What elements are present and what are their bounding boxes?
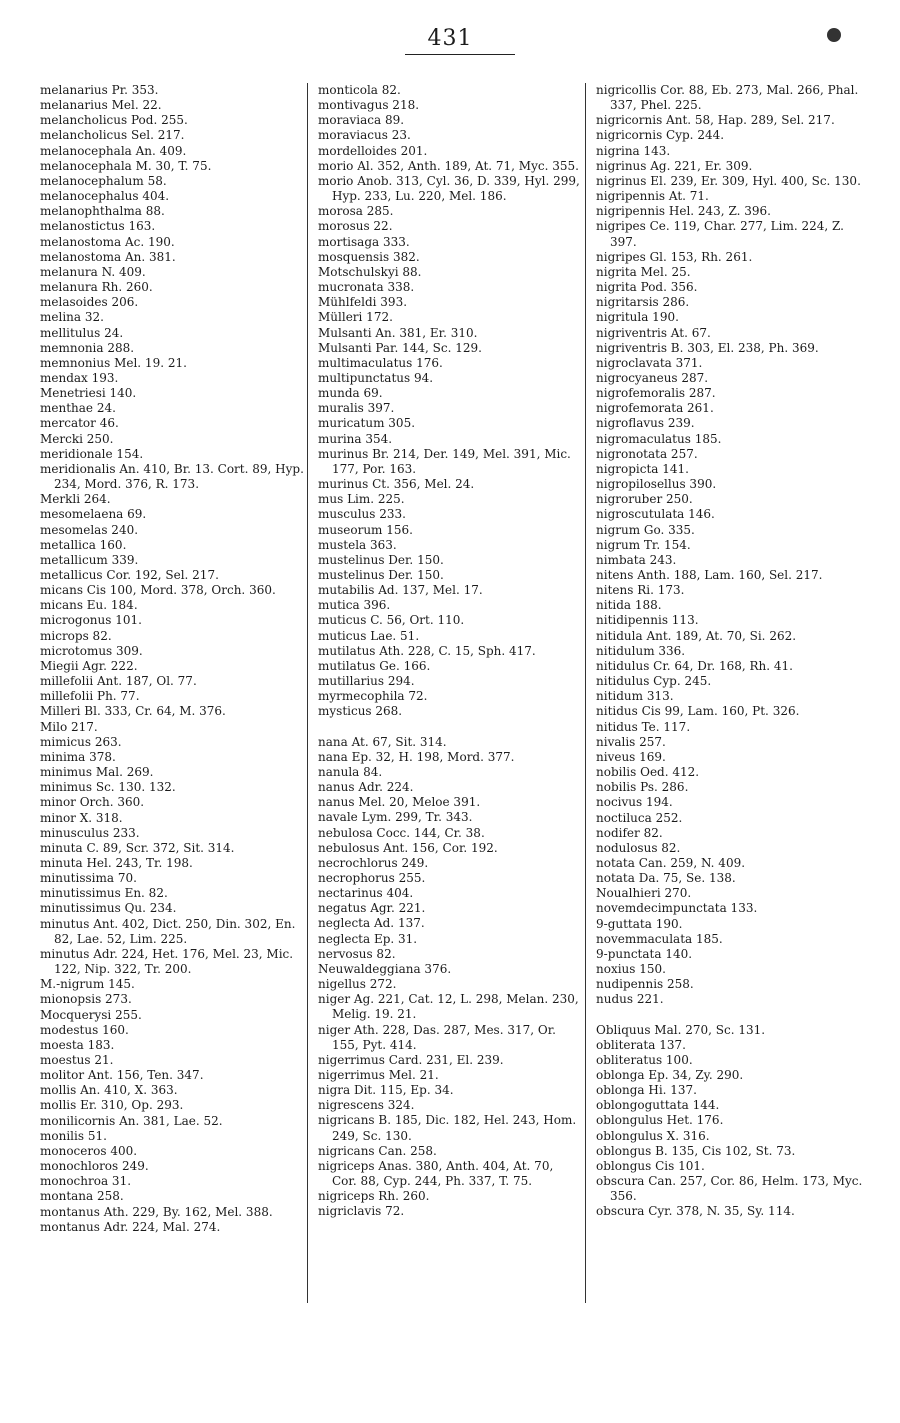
index-entry: morosa 285. [318, 204, 394, 219]
index-entry: multimaculatus 176. [318, 355, 443, 370]
index-entry: nigricans B. 185, Dic. 182, Hel. 243, Hom. 249, Sc. 130. [318, 1113, 577, 1143]
index-entry: nigritula 190. [596, 310, 679, 325]
index-entry: minimus Mal. 269. [40, 765, 154, 780]
index-entry: musculus 233. [318, 507, 406, 522]
index-entry: nana Ep. 32, H. 198, Mord. 377. [318, 749, 515, 764]
index-entry: microtomus 309. [40, 643, 143, 658]
index-entry: nigroruber 250. [596, 492, 693, 507]
index-entry: nigroflavus 239. [596, 416, 695, 431]
index-entry: novemdecimpunctata 133. [596, 901, 758, 916]
index-entry: mutabilis Ad. 137, Mel. 17. [318, 583, 483, 598]
index-entry: nitidulus Cr. 64, Dr. 168, Rh. 41. [596, 658, 793, 673]
index-entry: nigritarsis 286. [596, 295, 690, 310]
index-entry: monilicornis An. 381, Lae. 52. [40, 1113, 223, 1128]
index-entry: nigrum Tr. 154. [596, 537, 691, 552]
index-entry: montanus Ath. 229, By. 162, Mel. 388. [40, 1204, 273, 1219]
index-entry: M.-nigrum 145. [40, 977, 135, 992]
index-entry: micans Cis 100, Mord. 378, Orch. 360. [40, 583, 276, 598]
index-entry: nigricans Can. 258. [318, 1143, 437, 1158]
index-entry: nigriceps Anas. 380, Anth. 404, At. 70, Cor. 88, Cyp. 244, Ph. 337, T. 75. [318, 1158, 554, 1189]
index-entry: mionopsis 273. [40, 992, 132, 1007]
index-entry: neglecta Ep. 31. [318, 931, 418, 946]
index-entry: minuta C. 89, Scr. 372, Sit. 314. [40, 840, 235, 855]
index-entry: melanostoma An. 381. [40, 249, 176, 264]
index-entry: Mulsanti An. 381, Er. 310. [318, 325, 478, 340]
index-entry: mesomelas 240. [40, 522, 139, 537]
index-entry: Obliquus Mal. 270, Sc. 131. [596, 1022, 766, 1037]
index-entry: nigroclavata 371. [596, 355, 703, 370]
index-entry: melanarius Mel. 22. [40, 98, 162, 113]
index-entry: Motschulskyi 88. [318, 264, 422, 279]
index-entry: minusculus 233. [40, 825, 140, 840]
index-entry: mesomelaena 69. [40, 507, 147, 522]
index-entry: memnonia 288. [40, 340, 135, 355]
index-entry: nudipennis 258. [596, 977, 694, 992]
index-entry: nigrinus El. 239, Er. 309, Hyl. 400, Sc. 130. [596, 173, 861, 188]
index-entry: nigricornis Ant. 58, Hap. 289, Sel. 217. [596, 113, 835, 128]
index-entry: melanocephala M. 30, T. 75. [40, 158, 212, 173]
ink-blot [827, 28, 841, 42]
index-entry: nigronotata 257. [596, 446, 698, 461]
index-entry: meridionale 154. [40, 446, 144, 461]
index-entry: minutus Ant. 402, Dict. 250, Din. 302, En. 82, Lae. 52, Lim. 225. [40, 916, 296, 946]
index-entry: morio Al. 352, Anth. 189, At. 71, Myc. 355. [318, 158, 579, 173]
index-entry: nitidulus Cyp. 245. [596, 674, 712, 689]
index-entry: nigricollis Cor. 88, Eb. 273, Mal. 266, Phal. 337, Phel. 225. [596, 83, 859, 113]
index-entry: nigripennis At. 71. [596, 189, 709, 204]
index-entry: minutissima 70. [40, 871, 137, 886]
index-entry: minutissimus Qu. 234. [40, 901, 177, 916]
index-entry: nitidum 313. [596, 689, 674, 704]
index-entry: mortisaga 333. [318, 234, 410, 249]
index-entry: mutilatus Ath. 228, C. 15, Sph. 417. [318, 643, 536, 658]
index-entry: muricatum 305. [318, 416, 416, 431]
index-entry: minor Orch. 360. [40, 795, 145, 810]
index-entry: mimicus 263. [40, 734, 122, 749]
index-entry: microgonus 101. [40, 613, 142, 628]
index-entry: notata Can. 259, N. 409. [596, 855, 746, 870]
index-entry: melanocephalus 404. [40, 189, 170, 204]
index-entry: melasoides 206. [40, 295, 139, 310]
index-entry: munda 69. [318, 386, 383, 401]
index-entry: nitida 188. [596, 598, 662, 613]
index-entry: multipunctatus 94. [318, 370, 434, 385]
index-entry: nigrescens 324. [318, 1098, 415, 1113]
index-entry: micans Eu. 184. [40, 598, 138, 613]
index-entry: noctiluca 252. [596, 810, 683, 825]
index-entry: mutica 396. [318, 598, 391, 613]
index-entry: nigripes Ce. 119, Char. 277, Lim. 224, Z. 397. [596, 219, 844, 249]
index-entry: mellitulus 24. [40, 325, 124, 340]
index-entry: moestus 21. [40, 1053, 114, 1067]
index-column-3 [596, 83, 864, 1220]
index-entry: mutilatus Ge. 166. [318, 658, 431, 673]
index-entry: muticus Lae. 51. [318, 628, 420, 643]
index-entry: mollis Er. 310, Op. 293. [40, 1098, 184, 1113]
index-entry: nobilis Oed. 412. [596, 765, 700, 780]
index-entry: Miegii Agr. 222. [40, 658, 138, 673]
index-entry: Merkli 264. [40, 492, 111, 507]
index-entry: nudus 221. [596, 992, 664, 1007]
index-entry: melancholicus Pod. 255. [40, 113, 188, 128]
index-entry: muticus C. 56, Ort. 110. [318, 613, 465, 628]
index-entry: metallica 160. [40, 537, 127, 552]
index-entry: melanostictus 163. [40, 219, 156, 234]
index-entry: oblonga Hi. 137. [596, 1083, 697, 1098]
index-entry: oblonga Ep. 34, Zy. 290. [596, 1068, 744, 1082]
index-entry: museorum 156. [318, 522, 413, 537]
index-entry: necrochlorus 249. [318, 855, 429, 870]
index-entry: nigripes Gl. 153, Rh. 261. [596, 249, 753, 264]
index-entry: nigrinus Ag. 221, Er. 309. [596, 158, 753, 173]
index-entry: nanus Mel. 20, Meloe 391. [318, 795, 481, 810]
index-entry: mysticus 268. [318, 704, 403, 719]
index-entry: obliterata 137. [596, 1037, 686, 1052]
index-entry: melanura Rh. 260. [40, 280, 153, 295]
index-entry: nobilis Ps. 286. [596, 780, 689, 795]
index-entry: mordelloides 201. [318, 143, 428, 158]
index-entry: Mulsanti Par. 144, Sc. 129. [318, 340, 482, 355]
index-entry: muralis 397. [318, 401, 395, 416]
index-entry: nigripennis Hel. 243, Z. 396. [596, 204, 771, 219]
index-entry: nigromaculatus 185. [596, 431, 722, 446]
index-entry: nigropilosellus 390. [596, 477, 717, 492]
index-entry: morio Anob. 313, Cyl. 36, D. 339, Hyl. 299, Hyp. 233, Lu. 220, Mel. 186. [318, 173, 580, 204]
index-entry: murinus Ct. 356, Mel. 24. [318, 477, 475, 492]
index-entry: negatus Agr. 221. [318, 901, 426, 916]
index-entry: nigerrimus Card. 231, El. 239. [318, 1052, 504, 1067]
index-entry: nodifer 82. [596, 825, 663, 840]
index-column-2 [318, 83, 580, 1220]
index-entry: nitidulum 336. [596, 643, 686, 658]
index-entry: nigellus 272. [318, 977, 397, 992]
index-entry: Milleri Bl. 333, Cr. 64, M. 376. [40, 704, 226, 719]
index-entry: melanostoma Ac. 190. [40, 234, 175, 249]
index-entry: nectarinus 404. [318, 886, 414, 901]
index-entry: millefolii Ant. 187, Ol. 77. [40, 674, 197, 689]
index-entry: novemmaculata 185. [596, 931, 723, 946]
index-entry: niveus 169. [596, 749, 666, 764]
index-entry: monochroa 31. [40, 1174, 132, 1189]
index-entry: nanula 84. [318, 764, 383, 779]
index-entry: mercator 46. [40, 416, 119, 431]
index-entry: minimus Sc. 130. 132. [40, 780, 176, 795]
index-entry: montana 258. [40, 1189, 124, 1204]
index-entry: nigrocyaneus 287. [596, 370, 709, 385]
index-entry: nigrina 143. [596, 143, 671, 158]
index-entry: Neuwaldeggiana 376. [318, 961, 452, 976]
index-entry: nigriceps Rh. 260. [318, 1189, 430, 1204]
index-entry: nervosus 82. [318, 946, 396, 961]
index-entry: melanophthalma 88. [40, 204, 165, 219]
index-entry: moesta 183. [40, 1037, 115, 1052]
index-entry: murina 354. [318, 431, 393, 446]
index-entry: nigriventris B. 303, El. 238, Ph. 369. [596, 340, 819, 355]
index-entry: notata Da. 75, Se. 138. [596, 871, 736, 886]
index-entry: mendax 193. [40, 370, 119, 385]
index-entry: 9-punctata 140. [596, 946, 693, 961]
index-entry: nitens Anth. 188, Lam. 160, Sel. 217. [596, 568, 823, 582]
index-entry: noxius 150. [596, 962, 666, 977]
index-entry: navale Lym. 299, Tr. 343. [318, 810, 473, 825]
index-entry: Mülleri 172. [318, 310, 393, 325]
index-entry: Milo 217. [40, 719, 98, 734]
index-entry: moraviaca 89. [318, 113, 405, 128]
index-entry: nitidus Cis 99, Lam. 160, Pt. 326. [596, 704, 800, 719]
index-entry: nigrum Go. 335. [596, 522, 695, 537]
index-entry: oblongus B. 135, Cis 102, St. 73. [596, 1143, 796, 1158]
index-entry: nigrita Mel. 25. [596, 264, 691, 279]
index-entry: millefolii Ph. 77. [40, 689, 140, 704]
index-entry: nitidula Ant. 189, At. 70, Si. 262. [596, 628, 797, 643]
index-entry: Mocquerysi 255. [40, 1007, 142, 1022]
index-entry: monochloros 249. [40, 1159, 149, 1174]
index-entry: nigrofemoralis 287. [596, 386, 716, 401]
index-entry: nigrofemorata 261. [596, 401, 714, 416]
index-entry: nigricornis Cyp. 244. [596, 128, 725, 143]
index-entry: nivalis 257. [596, 734, 666, 749]
index-entry: nigerrimus Mel. 21. [318, 1068, 439, 1082]
index-entry: minuta Hel. 243, Tr. 198. [40, 855, 193, 870]
index-entry: minutus Adr. 224, Het. 176, Mel. 23, Mic. 122, Nip. 322, Tr. 200. [40, 946, 294, 977]
index-entry: metallicus Cor. 192, Sel. 217. [40, 568, 219, 582]
index-entry: melancholicus Sel. 217. [40, 128, 185, 143]
index-entry: monticola 82. [318, 83, 401, 97]
index-entry: oblongus Cis 101. [596, 1158, 705, 1173]
index-entry: mustelinus Der. 150. [318, 552, 444, 567]
index-entry: metallicum 339. [40, 552, 139, 567]
index-entry: Mühlfeldi 393. [318, 295, 408, 310]
column-rule-left [307, 83, 308, 1303]
index-entry: obliteratus 100. [596, 1052, 693, 1067]
index-entry: minor X. 318. [40, 810, 123, 825]
index-entry: nebulosus Ant. 156, Cor. 192. [318, 840, 498, 855]
index-entry: nigra Dit. 115, Ep. 34. [318, 1083, 454, 1098]
index-entry: mustelinus Der. 150. [318, 568, 444, 582]
index-entry: mustela 363. [318, 537, 397, 552]
index-entry: nigropicta 141. [596, 461, 689, 476]
index-entry: niger Ag. 221, Cat. 12, L. 298, Melan. 230, Melig. 19. 21. [318, 992, 579, 1022]
index-entry: molitor Ant. 156, Ten. 347. [40, 1068, 204, 1083]
index-entry: nocivus 194. [596, 795, 673, 810]
index-entry: obscura Can. 257, Cor. 86, Helm. 173, Myc. 356. [596, 1174, 863, 1204]
index-entry: melina 32. [40, 310, 104, 325]
index-entry: oblongulus X. 316. [596, 1128, 710, 1143]
index-entry: Mercki 250. [40, 431, 114, 446]
index-entry: nanus Adr. 224. [318, 780, 414, 795]
index-entry: memnonius Mel. 19. 21. [40, 355, 187, 370]
page-number-rule [405, 54, 515, 55]
index-entry: nigroscutulata 146. [596, 507, 715, 522]
index-entry: Menetriesi 140. [40, 386, 137, 401]
index-entry: oblongoguttata 144. [596, 1098, 720, 1113]
index-entry: monoceros 400. [40, 1143, 138, 1158]
index-entry: nimbata 243. [596, 552, 677, 567]
index-entry: montivagus 218. [318, 98, 420, 113]
index-entry: modestus 160. [40, 1022, 129, 1037]
index-entry: melanarius Pr. 353. [40, 83, 159, 97]
index-entry: obscura Cyr. 378, N. 35, Sy. 114. [596, 1204, 795, 1219]
index-entry: montanus Adr. 224, Mal. 274. [40, 1219, 221, 1234]
index-entry: mucronata 338. [318, 280, 415, 295]
index-entry: nebulosa Cocc. 144, Cr. 38. [318, 825, 485, 840]
index-entry: nigriventris At. 67. [596, 325, 711, 340]
index-entry: necrophorus 255. [318, 870, 426, 885]
index-entry: melanocephalum 58. [40, 173, 167, 188]
index-entry: moraviacus 23. [318, 128, 411, 143]
index-entry: murinus Br. 214, Der. 149, Mel. 391, Mic. 177, Por. 163. [318, 446, 571, 476]
index-entry: nana At. 67, Sit. 314. [318, 734, 447, 749]
index-entry: nitidus Te. 117. [596, 719, 691, 734]
index-entry: nitidipennis 113. [596, 613, 699, 628]
index-entry: nigrita Pod. 356. [596, 280, 698, 295]
column-rule-right [585, 83, 586, 1303]
index-entry: 9-guttata 190. [596, 916, 683, 931]
index-entry: monilis 51. [40, 1128, 107, 1143]
index-entry: nodulosus 82. [596, 840, 681, 855]
index-entry: morosus 22. [318, 219, 393, 234]
index-entry: niger Ath. 228, Das. 287, Mes. 317, Or. 155, Pyt. 414. [318, 1022, 556, 1052]
index-entry: microps 82. [40, 628, 112, 643]
index-entry: mollis An. 410, X. 363. [40, 1083, 178, 1098]
index-entry: mus Lim. 225. [318, 492, 405, 507]
index-entry: melanura N. 409. [40, 264, 146, 279]
index-entry: neglecta Ad. 137. [318, 916, 425, 931]
index-entry: minutissimus En. 82. [40, 886, 168, 901]
index-entry: Noualhieri 270. [596, 886, 692, 901]
index-entry: menthae 24. [40, 401, 116, 416]
page-number: 431 [427, 26, 473, 51]
index-entry: nitens Ri. 173. [596, 583, 685, 598]
index-entry: meridionalis An. 410, Br. 13. Cort. 89, Hyp. 234, Mord. 376, R. 173. [40, 461, 304, 492]
index-entry: melanocephala An. 409. [40, 143, 187, 158]
index-entry: mutillarius 294. [318, 674, 415, 689]
index-entry: oblongulus Het. 176. [596, 1113, 724, 1128]
index-entry: nigriclavis 72. [318, 1204, 405, 1219]
index-entry: minima 378. [40, 749, 116, 764]
index-entry: myrmecophila 72. [318, 689, 428, 704]
index-column-1 [40, 83, 306, 1235]
index-entry: mosquensis 382. [318, 249, 420, 264]
